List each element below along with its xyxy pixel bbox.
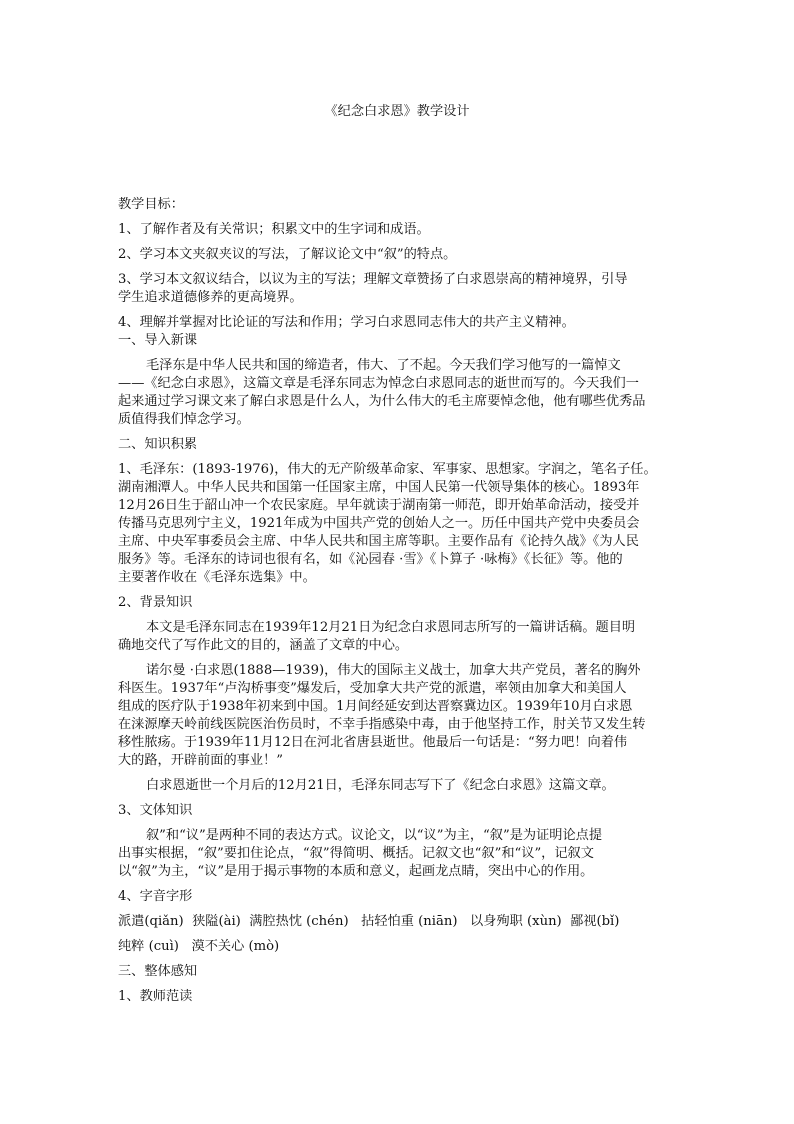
author-line-4: 传播马克思列宁主义，1921年成为中国共产党的创始人之一。历任中国共产党中央委员会 — [118, 516, 640, 531]
background-p2-line-2: 科医生。1937年“卢沟桥事变”爆发后，受加拿大共产党的派遣，率领由加拿大和美国人 — [118, 681, 627, 696]
background-paragraph-3 — [118, 777, 684, 795]
objective-2: 2、学习本文夹叙夹议的写法，了解议论文中“叙”的特点。 — [118, 247, 457, 262]
section1-line-2: ——《纪念白求恩》，这篇文章是毛泽东同志为悼念白求恩同志的逝世而写的。今天我们一 — [118, 376, 639, 391]
background-heading: 2、背景知识 — [118, 595, 193, 610]
background-p2-line-4: 在涞源摩天岭前线医院医治伤员时，不幸手指感染中毒，由于他坚持工作，肘关节又发生转 — [118, 717, 646, 732]
background-p2-line-3: 组成的医疗队于1938年初来到中国。1月间经延安到达晋察冀边区。1939年10月白求恩 — [118, 699, 633, 714]
objective-3-line-1: 3、学习本文叙议结合，以议为主的写法；理解文章赞扬了白求恩崇高的精神境界，引导 — [118, 272, 628, 287]
section3-heading: 三、整体感知 — [118, 964, 198, 979]
background-p1-line-2: 确地交代了写作此文的目的，涵盖了文章的中心。 — [118, 638, 409, 653]
author-line-1: 1、毛泽东：(1893-1976)，伟大的无产阶级革命家、军事家、思想家。字润之，笔名子任。 — [118, 462, 657, 477]
section2-heading: 二、知识积累 — [118, 437, 198, 452]
author-line-2: 湖南湘潭人。中华人民共和国第一任国家主席，中国人民第一代领导集体的核心。1893年 — [118, 480, 640, 495]
background-p2-line-1: 诺尔曼 ·白求恩(1888—1939)，伟大的国际主义战士，加拿大共产党员，著名的胸外 — [146, 663, 641, 678]
section3-sub1: 1、教师范读 — [118, 989, 193, 1004]
objective-4: 4、理解并掌握对比论证的写法和作用；学习白求恩同志伟大的共产主义精神。 — [118, 315, 575, 330]
genre-line-1: 叙”和“议”是两种不同的表达方式。议论文，以“议”为主，“叙”是为证明论点提 — [146, 828, 603, 843]
author-paragraph — [118, 461, 684, 587]
background-paragraph-1 — [118, 619, 684, 655]
genre-line-3: 以“叙”为主，“议”是用于揭示事物的本质和意义，起画龙点睛，突出中心的作用。 — [118, 864, 594, 879]
background-p2-line-6: 大的路，开辟前面的事业！” — [118, 753, 283, 768]
author-line-3: 12月26日生于韶山冲一个农民家庭。早年就读于湖南第一师范，即开始革命活动，接受并 — [118, 498, 640, 513]
document-title: 《纪念白求恩》教学设计 — [324, 104, 470, 119]
background-paragraph-2 — [118, 662, 684, 770]
section1-paragraph — [118, 357, 684, 429]
author-line-5: 主席、中央军事委员会主席、中华人民共和国主席等职。主要作品有《论持久战》《为人民 — [118, 534, 639, 549]
objectives-heading: 教学目标： — [118, 197, 184, 212]
background-p3-line-1: 白求恩逝世一个月后的12月21日，毛泽东同志写下了《纪念白求恩》这篇文章。 — [146, 778, 615, 793]
objective-1: 1、了解作者及有关常识；积累文中的生字词和成语。 — [118, 222, 430, 237]
genre-heading: 3、文体知识 — [118, 803, 193, 818]
section1-line-1: 毛泽东是中华人民共和国的缔造者，伟大、了不起。今天我们学习他写的一篇悼文 — [146, 358, 621, 373]
author-line-7: 主要著作收在《毛泽东选集》中。 — [118, 570, 316, 585]
section1-heading: 一、导入新课 — [118, 333, 198, 348]
objective-3 — [118, 271, 684, 307]
characters-heading: 4、字音字形 — [118, 889, 193, 904]
characters-list — [118, 913, 684, 956]
genre-line-2: 出事实根据，“叙”要扣住论点，“叙”得简明、概括。记叙文也“叙”和“议”，记叙文 — [118, 846, 594, 861]
background-p2-line-5: 移性脓疡。于1939年11月12日在河北省唐县逝世。他最后一句话是：“努力吧！向着伟 — [118, 735, 628, 750]
characters-line-1: 派遣(qiǎn) 狭隘(ài) 满腔热忱 (chén) 拈轻怕重 (niān) 以身殉职 (xùn) 鄙视(bǐ) — [118, 914, 620, 929]
genre-paragraph — [118, 827, 684, 881]
background-p1-line-1: 本文是毛泽东同志在1939年12月21日为纪念白求恩同志所写的一篇讲话稿。题目明 — [146, 620, 636, 635]
section1-line-3: 起来通过学习课文来了解白求恩是什么人，为什么伟大的毛主席要悼念他，他有哪些优秀品 — [118, 394, 646, 409]
objective-3-line-2: 学生追求道德修养的更高境界。 — [118, 290, 303, 305]
document-body — [118, 196, 684, 1013]
author-line-6: 服务》等。毛泽东的诗词也很有名，如《沁园春 ·雪》《卜算子 ·咏梅》《长征》等。他的 — [118, 552, 623, 567]
section1-line-4: 质值得我们悼念学习。 — [118, 412, 250, 427]
characters-line-2: 纯粹 (cuì) 漠不关心 (mò) — [118, 939, 280, 954]
